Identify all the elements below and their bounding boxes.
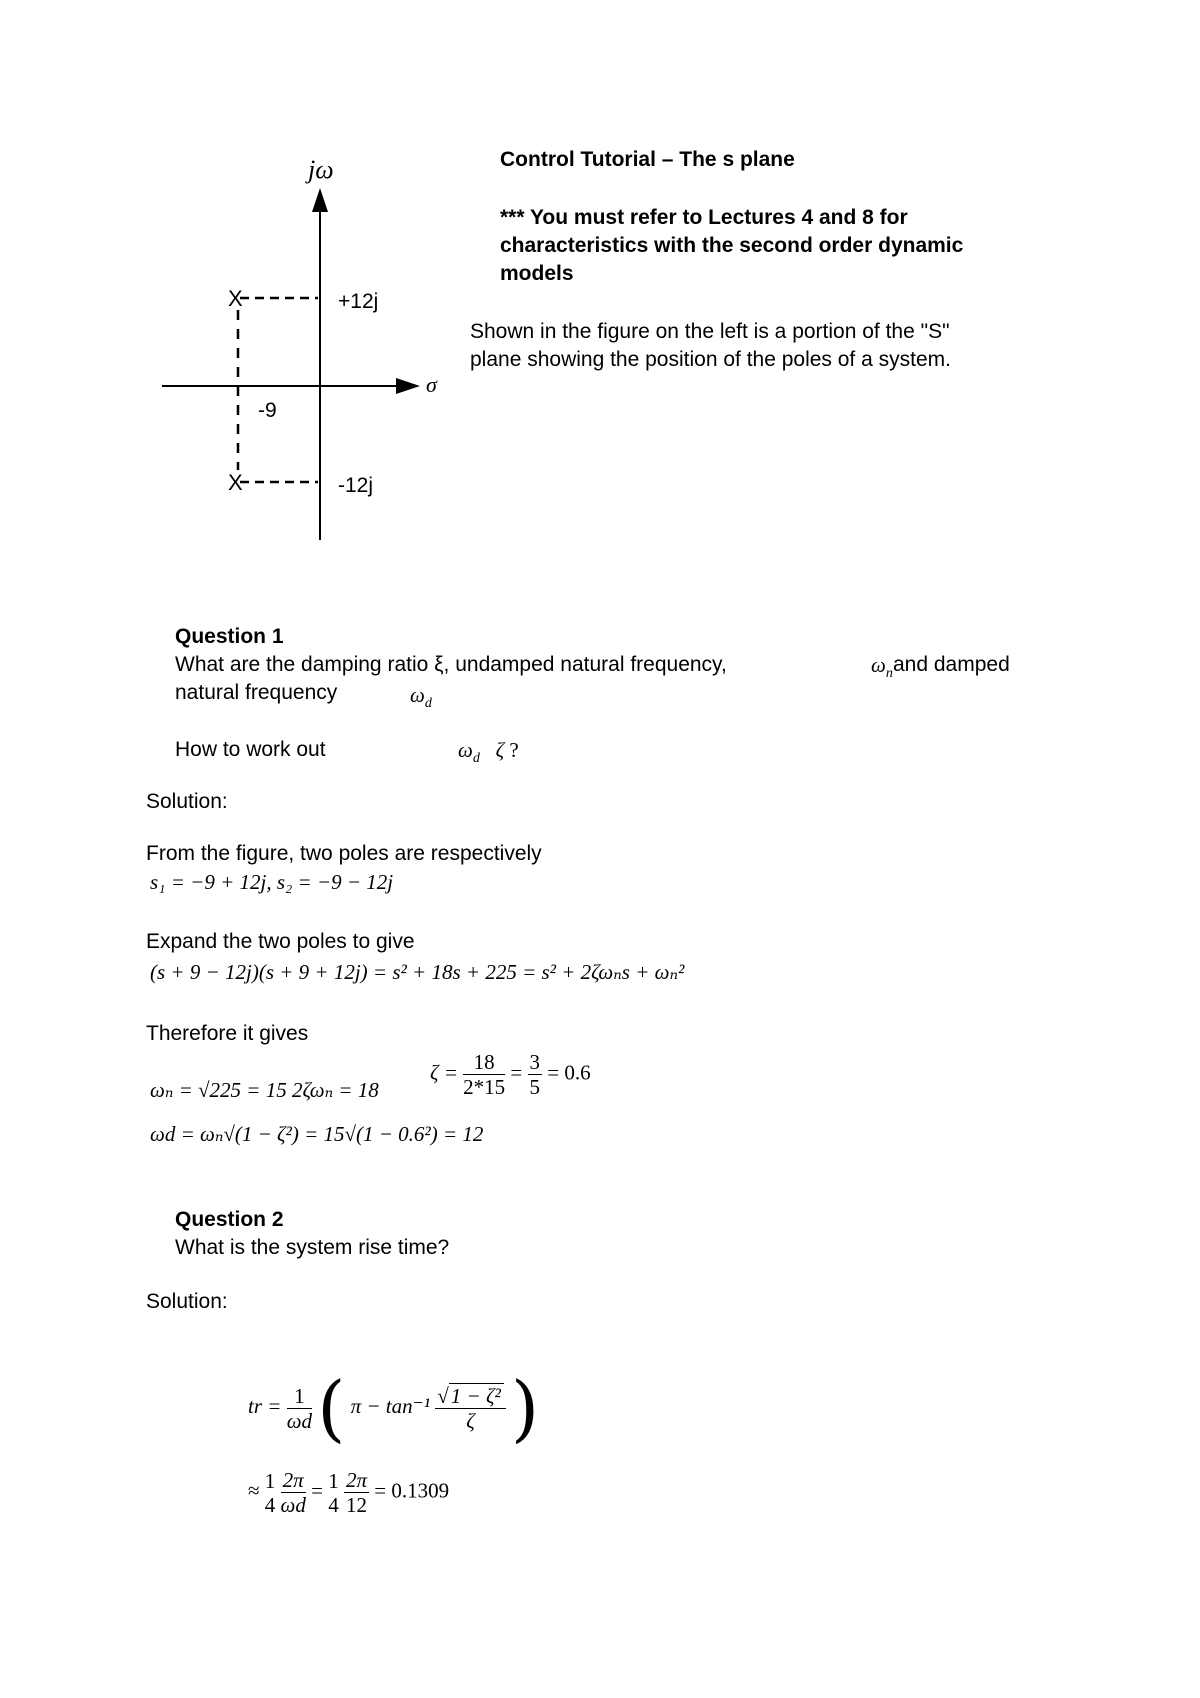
tr-frac-den: ωd	[286, 1408, 313, 1433]
real-label: -9	[258, 399, 277, 422]
page-title: Control Tutorial – The s plane	[500, 148, 795, 171]
eq-symbol: =	[311, 1478, 323, 1503]
lower-label: -12j	[338, 474, 374, 497]
tr-zeta: ζ	[466, 1408, 475, 1433]
b-f2-den: 12	[345, 1493, 367, 1517]
x-axis-label: σ	[426, 372, 437, 397]
a-f2-den: ωd	[280, 1493, 306, 1517]
from-figure-text: From the figure, two poles are respectively	[146, 842, 542, 865]
lecture-note	[500, 204, 963, 288]
rise-time-approx	[248, 1468, 449, 1517]
poles-equation: s₁ = −9 + 12j, s₂ = −9 − 12j	[150, 870, 394, 894]
zeta-result: = 0.6	[547, 1060, 591, 1085]
zeta-lhs: ζ =	[430, 1060, 458, 1085]
question-1-line-2: natural frequency	[175, 681, 338, 704]
tr-lhs: tr =	[248, 1393, 282, 1418]
tr-fraction	[287, 1384, 312, 1433]
how-to-end: ?	[509, 738, 519, 762]
approx-symbol: ≈	[248, 1478, 260, 1503]
zeta-f1-den: 2*15	[463, 1075, 506, 1099]
question-1-line-1	[175, 653, 727, 677]
tr-inner: π − tan⁻¹	[350, 1393, 431, 1418]
question-1-heading: Question 1	[175, 625, 284, 648]
s-plane-figure	[140, 140, 460, 550]
approx-frac-1	[265, 1469, 276, 1517]
zeta-f2-num: 3	[529, 1050, 541, 1074]
zeta-f2-den: 5	[529, 1075, 541, 1099]
question-2-text: What is the system rise time?	[175, 1236, 450, 1259]
solution-1-label: Solution:	[146, 790, 228, 813]
a-f1-den: 4	[264, 1492, 276, 1517]
lecture-note-line: models	[500, 262, 574, 285]
question-1-text-a: What are the damping ratio ξ, undamped natural frequency,	[175, 653, 727, 676]
lecture-note-line: characteristics with the second order dynamic	[500, 234, 964, 257]
zeta-fraction-1	[463, 1050, 505, 1099]
a-f1-num: 1	[264, 1468, 276, 1493]
zeta-equation: ζ = $\frac{18}{2*15}$ = $\frac{3}{5}$ = 0.6	[430, 1050, 591, 1099]
rise-time-result: = 0.1309	[374, 1478, 450, 1503]
question-2-heading: Question 2	[175, 1208, 284, 1231]
lower-pole-marker: X	[228, 470, 243, 495]
approx-frac-4	[344, 1468, 369, 1517]
y-axis-label: jω	[308, 155, 334, 184]
how-to-text: How to work out	[175, 738, 326, 761]
tr-frac-num: 1	[287, 1384, 312, 1409]
tr-sqrt: 1 − ζ²	[449, 1383, 504, 1408]
a-f2-num: 2π	[281, 1468, 306, 1493]
therefore-text: Therefore it gives	[146, 1022, 309, 1045]
tr-sqrt-num: √1 − ζ²	[435, 1384, 506, 1409]
wn-symbol: $\omega_n$	[871, 653, 893, 681]
approx-frac-2	[281, 1468, 306, 1517]
b-f2-num: 2π	[345, 1468, 367, 1492]
real-axis-arrowhead	[396, 378, 420, 394]
tr-inner-fraction	[435, 1384, 506, 1433]
intro-line: plane showing the position of the poles of a system.	[470, 348, 951, 371]
rise-time-equation: tr = $\frac{1}{\omega d}$ ( π − tan⁻¹ $\frac{\text{√1 − ζ²}}{\zeta}$ )	[248, 1366, 540, 1450]
expand-text: Expand the two poles to give	[146, 930, 415, 953]
intro-text	[470, 318, 951, 374]
wd-symbol: $\omega_d$	[410, 683, 432, 711]
zeta-f1-num: 18	[463, 1050, 505, 1075]
b-f1-num: 1	[328, 1468, 339, 1493]
how-to-symbols: $\omega_d$ ζ ?	[458, 738, 519, 766]
wd-equation: ωd = ωₙ√(1 − ζ²) = 15√(1 − 0.6²) = 12	[150, 1122, 484, 1146]
imaginary-axis-arrowhead	[312, 188, 328, 212]
wn-equation: ωₙ = √225 = 15 2ζωₙ = 18	[150, 1078, 379, 1102]
intro-line: Shown in the figure on the left is a portion of the "S"	[470, 320, 950, 343]
zeta-fraction-2	[528, 1050, 543, 1099]
approx-frac-3	[328, 1469, 339, 1517]
expand-equation: (s + 9 − 12j)(s + 9 + 12j) = s² + 18s + 225 = s² + 2ζωₙs + ωₙ²	[150, 960, 685, 984]
upper-pole-marker: X	[228, 286, 243, 311]
solution-2-label: Solution:	[146, 1290, 228, 1313]
upper-label: +12j	[338, 290, 379, 313]
lecture-note-line: *** You must refer to Lectures 4 and 8 for	[500, 206, 908, 229]
question-1-text-b: and damped	[893, 653, 1010, 676]
b-f1-den: 4	[328, 1492, 339, 1517]
